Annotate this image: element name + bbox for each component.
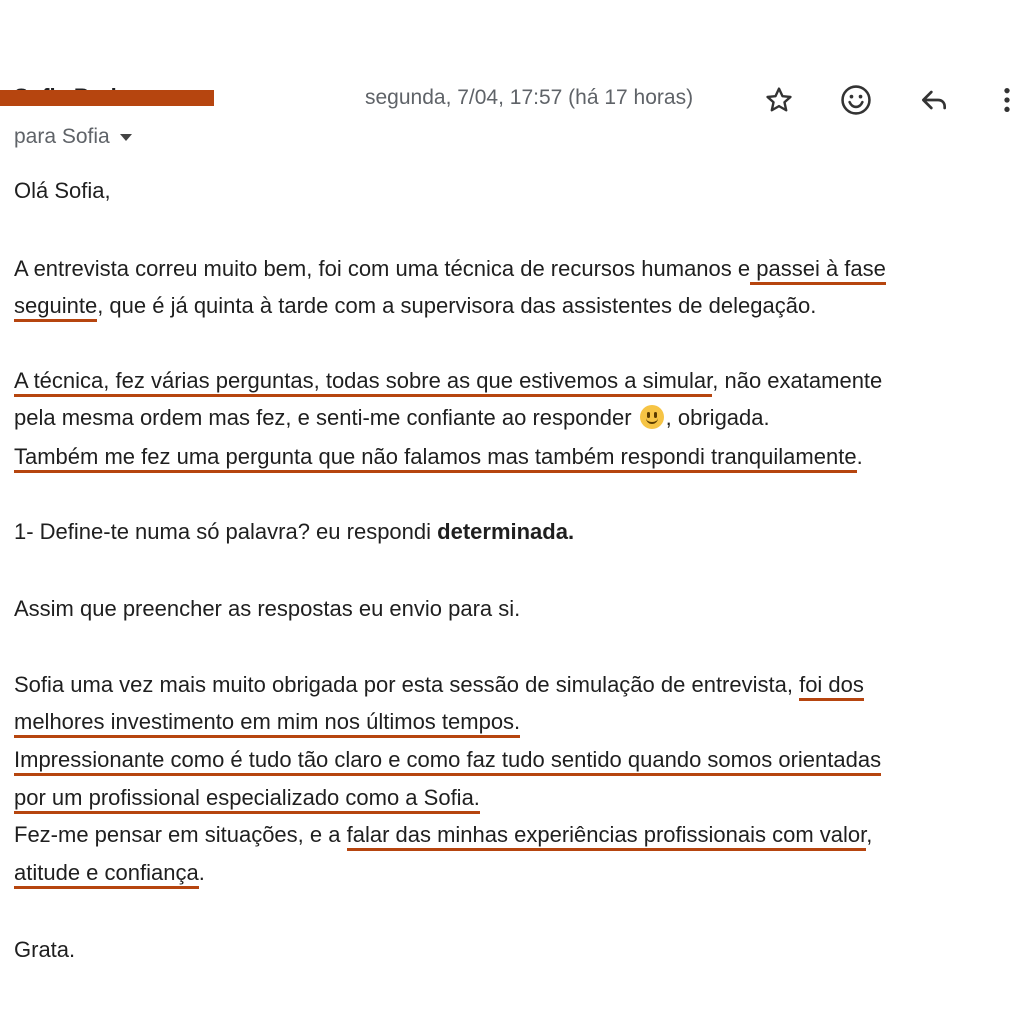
body-line bbox=[14, 747, 881, 773]
closing: Grata. bbox=[14, 937, 76, 962]
highlight: passei à fase bbox=[750, 256, 886, 285]
answer-word: determinada. bbox=[437, 519, 575, 544]
body-line bbox=[14, 785, 480, 811]
highlight: seguinte bbox=[14, 293, 97, 322]
redaction-bar bbox=[0, 90, 214, 106]
body-line: A técnica, fez várias perguntas, todas sobre as que estivemos a simular, não exatamente bbox=[14, 368, 882, 394]
more-vert-icon bbox=[1001, 84, 1013, 116]
body-line: A entrevista correu muito bem, foi com uma técnica de recursos humanos e passei à fase bbox=[14, 256, 886, 282]
body-line: seguinte, que é já quinta à tarde com a supervisora das assistentes de delegação. bbox=[14, 293, 816, 319]
body-line: atitude e confiança. bbox=[14, 860, 205, 886]
highlight: A técnica, fez várias perguntas, todas sobre as que estivemos a simular bbox=[14, 368, 712, 397]
emoji-reaction-button[interactable] bbox=[836, 80, 876, 120]
highlight: falar das minhas experiências profissionais com valor bbox=[347, 822, 867, 851]
highlight: por um profissional especializado como a Sofia. bbox=[14, 785, 480, 814]
question-line: 1- Define-te numa só palavra? eu respondi determinada. bbox=[14, 519, 575, 544]
emoji-icon bbox=[839, 83, 873, 117]
recipient-dropdown[interactable] bbox=[14, 125, 132, 149]
chevron-down-icon bbox=[120, 134, 132, 141]
highlight: foi dos bbox=[799, 672, 864, 701]
body-line: Sofia uma vez mais muito obrigada por esta sessão de simulação de entrevista, foi dos bbox=[14, 672, 864, 698]
highlight: melhores investimento em mim nos últimos tempos. bbox=[14, 709, 520, 738]
email-timestamp: segunda, 7/04, 17:57 (há 17 horas) bbox=[365, 86, 694, 109]
smiley-emoji-icon bbox=[640, 405, 664, 429]
greeting: Olá Sofia, bbox=[14, 178, 111, 203]
body-line: Assim que preencher as respostas eu envio para si. bbox=[14, 596, 521, 621]
body-line bbox=[14, 709, 520, 735]
reply-button[interactable] bbox=[914, 80, 954, 120]
highlight: Impressionante como é tudo tão claro e como faz tudo sentido quando somos orientadas bbox=[14, 747, 881, 776]
reply-icon bbox=[918, 84, 950, 116]
star-button[interactable] bbox=[759, 80, 799, 120]
recipient-label: para Sofia bbox=[14, 125, 110, 148]
body-line: Também me fez uma pergunta que não falamos mas também respondi tranquilamente. bbox=[14, 444, 863, 470]
highlight: atitude e confiança bbox=[14, 860, 199, 889]
star-icon bbox=[763, 84, 795, 116]
more-options-button[interactable] bbox=[990, 80, 1024, 120]
body-line: pela mesma ordem mas fez, e senti-me confiante ao responder , obrigada. bbox=[14, 405, 770, 430]
highlight: Também me fez uma pergunta que não falamos mas também respondi tranquilamente bbox=[14, 444, 857, 473]
body-line: Fez-me pensar em situações, e a falar das minhas experiências profissionais com valor, bbox=[14, 822, 872, 848]
